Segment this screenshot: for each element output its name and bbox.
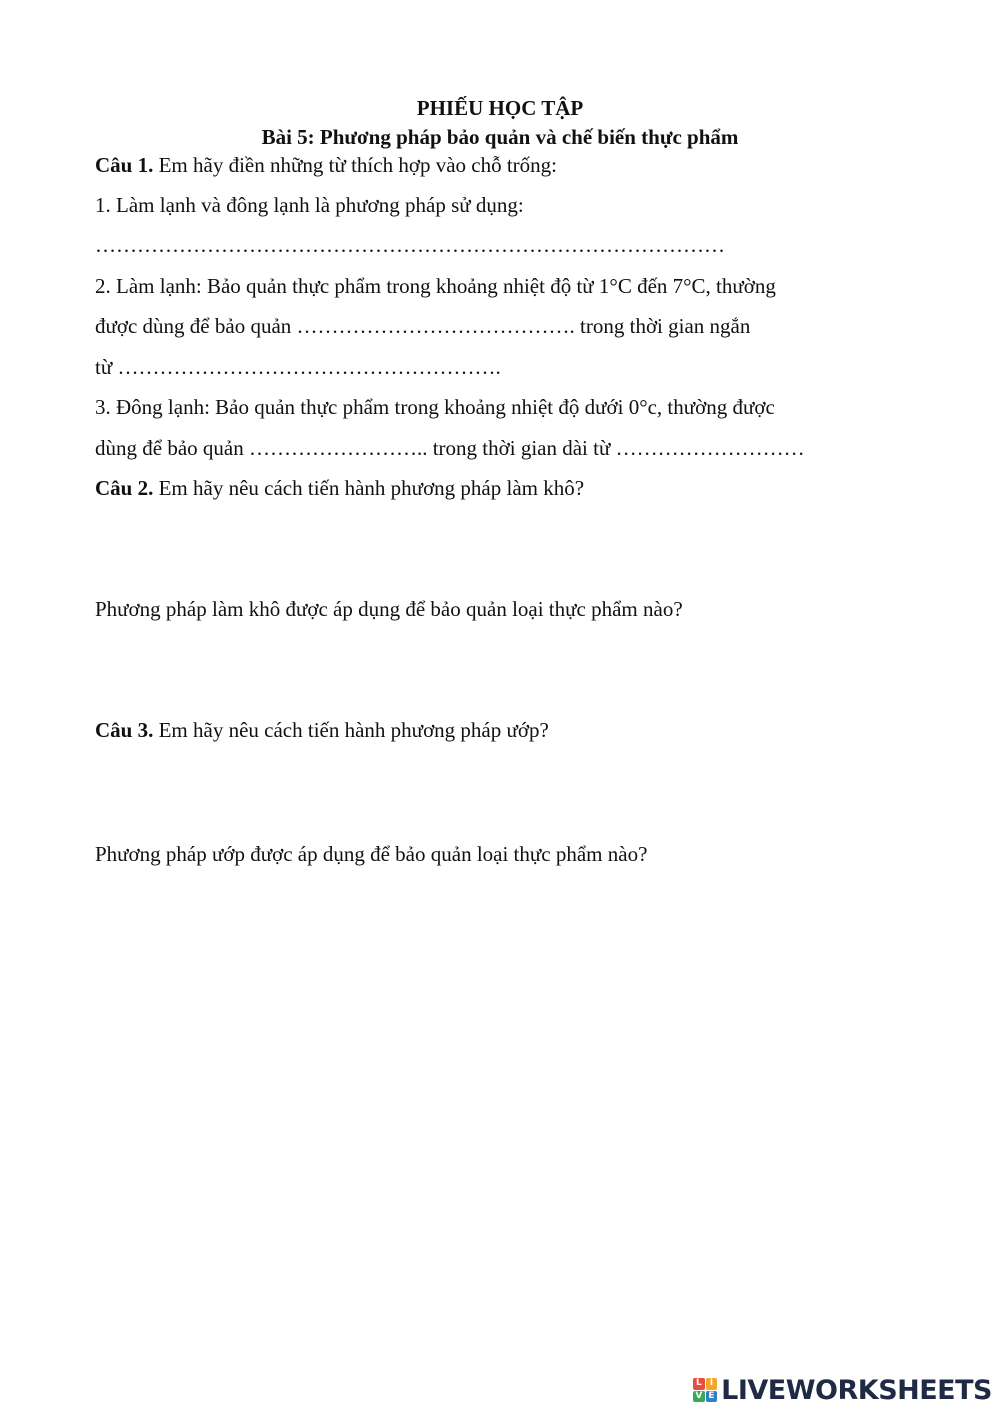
answer-blank-5[interactable]: ……………………… bbox=[615, 436, 805, 460]
logo-letter-i: I bbox=[706, 1378, 718, 1390]
answer-blank-1[interactable]: ……………………………………………………………………………… bbox=[95, 233, 725, 257]
brand-name: LIVEWORKSHEETS bbox=[721, 1374, 992, 1406]
question-3-label: Câu 3. bbox=[95, 718, 154, 742]
question-1-label: Câu 1. bbox=[95, 153, 154, 177]
logo-letter-e: E bbox=[706, 1391, 718, 1403]
item-2-text-a: được dùng để bảo quản bbox=[95, 314, 297, 338]
question-2-label: Câu 2. bbox=[95, 476, 154, 500]
question-1-item-3-line-1: 3. Đông lạnh: Bảo quản thực phẩm trong khoảng nhiệt độ dưới 0°c, thường được bbox=[95, 395, 775, 419]
item-2-text-c: từ bbox=[95, 355, 118, 379]
question-1-item-3-line-2 bbox=[95, 435, 805, 461]
answer-blank-4[interactable]: …………………….. bbox=[248, 436, 428, 460]
question-3-text: Em hãy nêu cách tiến hành phương pháp ướp? bbox=[153, 718, 549, 742]
worksheet-title: PHIẾU HỌC TẬP bbox=[416, 96, 584, 120]
question-3-prompt bbox=[95, 717, 549, 743]
question-1-item-2-line-2 bbox=[95, 313, 750, 339]
question-1-item-2-line-1: 2. Làm lạnh: Bảo quản thực phẩm trong khoảng nhiệt độ từ 1°C đến 7°C, thường bbox=[95, 274, 776, 298]
item-3-text-a: dùng để bảo quản bbox=[95, 436, 249, 460]
question-2-prompt bbox=[95, 475, 584, 501]
question-2-followup: Phương pháp làm khô được áp dụng để bảo quản loại thực phẩm nào? bbox=[95, 597, 683, 621]
question-3-followup: Phương pháp ướp được áp dụng để bảo quản loại thực phẩm nào? bbox=[95, 842, 648, 866]
question-1-item-2-line-3 bbox=[95, 354, 501, 380]
answer-blank-3[interactable]: ………………………………………………. bbox=[117, 355, 501, 379]
liveworksheets-brand bbox=[693, 1375, 992, 1405]
item-2-text-b: trong thời gian ngắn bbox=[574, 314, 751, 338]
logo-letter-l: L bbox=[693, 1378, 705, 1390]
logo-letter-v: V bbox=[693, 1391, 705, 1403]
question-1-item-1: 1. Làm lạnh và đông lạnh là phương pháp sử dụng: bbox=[95, 193, 524, 217]
liveworksheets-logo-icon bbox=[693, 1378, 717, 1402]
question-1-text: Em hãy điền những từ thích hợp vào chỗ trống: bbox=[153, 153, 557, 177]
question-2-text: Em hãy nêu cách tiến hành phương pháp làm khô? bbox=[153, 476, 585, 500]
lesson-subtitle: Bài 5: Phương pháp bảo quản và chế biến thực phẩm bbox=[261, 125, 739, 149]
answer-blank-2[interactable]: …………………………………. bbox=[296, 314, 575, 338]
question-1-prompt bbox=[95, 152, 557, 178]
item-3-text-b: trong thời gian dài từ bbox=[427, 436, 616, 460]
